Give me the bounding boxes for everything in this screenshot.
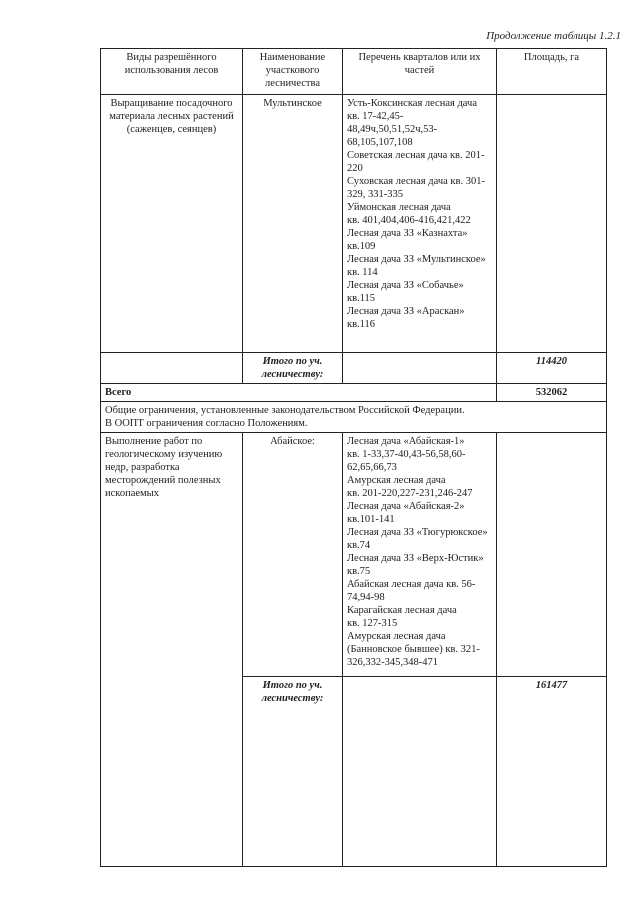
total-label: Всего [101, 384, 497, 402]
header-area: Площадь, га [497, 49, 607, 95]
header-forestry: Наименование участкового лесничества [243, 49, 343, 95]
empty-cell [343, 677, 497, 867]
subtotal-value: 114420 [497, 353, 607, 384]
general-note-text: Общие ограничения, установленные законодательством Российской Федерации. В ООПТ ограничения согласно Положениям. [105, 405, 465, 429]
use-type-cell: Выполнение работ по геологическому изучению недр, разработка месторождений полезных ископаемых [101, 433, 243, 867]
subtotal-value: 161477 [497, 677, 607, 867]
forestry-cell: Абайское: [243, 433, 343, 677]
general-note [101, 402, 607, 433]
continuation-label: Продолжение таблицы 1.2.1 [486, 30, 621, 42]
empty-cell [101, 353, 243, 384]
header-quarters: Перечень кварталов или их частей [343, 49, 497, 95]
total-value: 532062 [497, 384, 607, 402]
quarters-text: Усть-Коксинская лесная дача кв. 17-42,45-48,49ч,50,51,52ч,53-68,105,107,108 Советская лесная дача кв. 201-220 Суховская лесная дача кв. 301-329, 331-335 Уймонская лесная дача кв. 401,404,406-416,421,422 Лесная дача ЗЗ «Казнахта» кв.109 Лесная дача ЗЗ «Мультинское» кв. 114 Лесная дача ЗЗ «Собачье» кв.115 Лесная дача ЗЗ «Араскан» кв.116 [347, 98, 486, 330]
header-row [101, 49, 607, 95]
table-row [101, 95, 607, 353]
forest-use-table [100, 48, 607, 867]
table-row [101, 433, 607, 677]
total-row [101, 384, 607, 402]
quarters-cell [343, 433, 497, 677]
area-cell [497, 433, 607, 677]
area-cell [497, 95, 607, 353]
quarters-cell [343, 95, 497, 353]
subtotal-label: Итого по уч. лесничеству: [243, 677, 343, 867]
empty-cell [343, 353, 497, 384]
subtotal-row [101, 353, 607, 384]
subtotal-label: Итого по уч. лесничеству: [243, 353, 343, 384]
quarters-text: Лесная дача «Абайская-1» кв. 1-33,37-40,43-56,58,60-62,65,66,73 Амурская лесная дача кв. 201-220,227-231,246-247 Лесная дача «Абайская-2» кв.101-141 Лесная дача ЗЗ «Тюгурюкское» кв.74 Лесная дача ЗЗ «Верх-Юстик» кв.75 Абайская лесная дача кв. 56-74,94-98 Карагайская лесная дача кв. 127-315 Амурская лесная дача (Банновское бывшее) кв. 321-326,332-345,348-471 [347, 436, 488, 668]
use-type-cell: Выращивание посадочного материала лесных растений (саженцев, сеянцев) [101, 95, 243, 353]
header-use-type: Виды разрешённого использования лесов [101, 49, 243, 95]
forestry-cell: Мультинское [243, 95, 343, 353]
general-note-row [101, 402, 607, 433]
